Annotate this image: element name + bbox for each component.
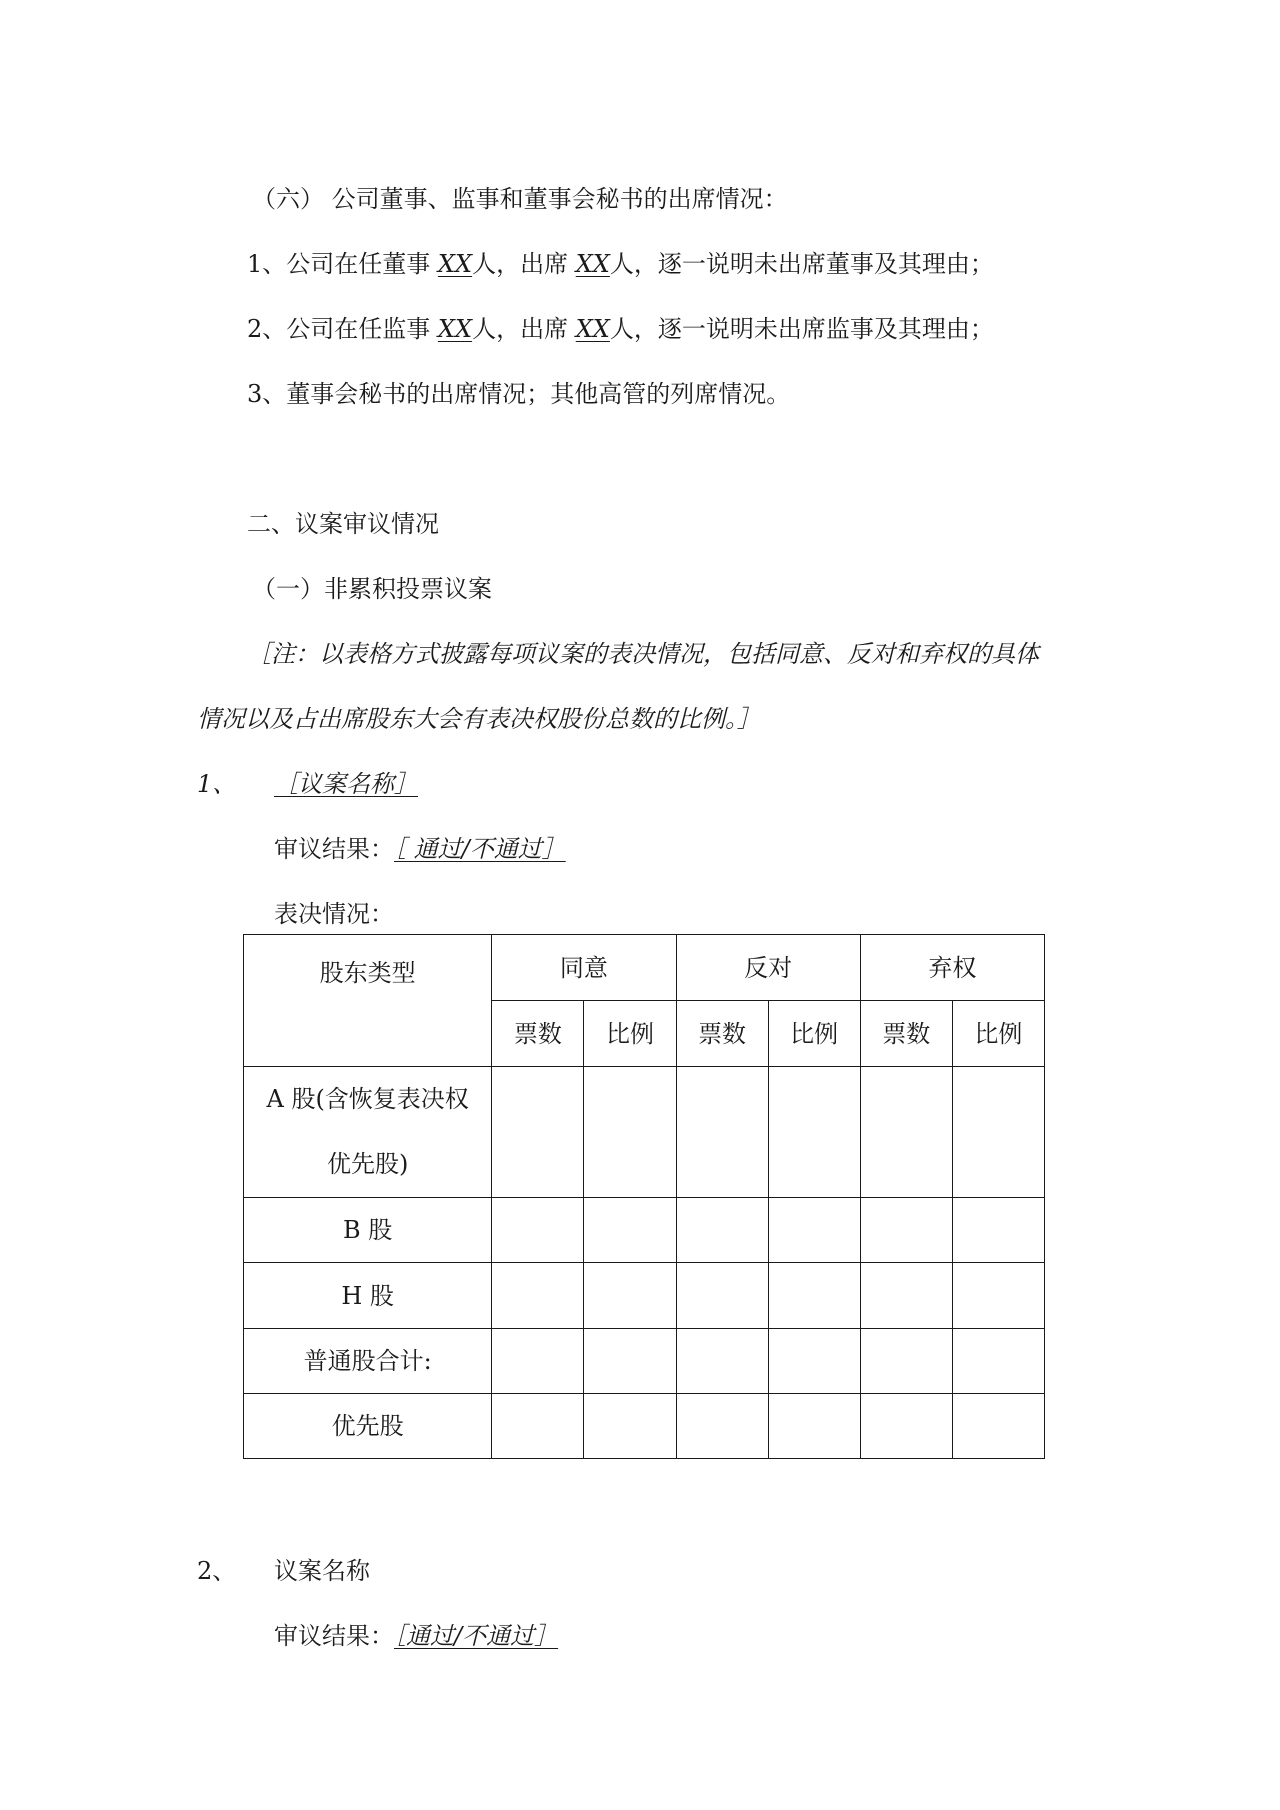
row-label-preferred: 优先股 xyxy=(244,1394,492,1459)
result-label: 审议结果： xyxy=(274,1622,394,1650)
table-cell xyxy=(676,1067,768,1198)
table-cell xyxy=(492,1263,584,1329)
table-cell xyxy=(676,1263,768,1329)
section-heading-attendance: （六） 公司董事、监事和董事会秘书的出席情况： xyxy=(252,185,788,213)
table-row xyxy=(244,1263,1045,1329)
secretary-attendance-item: 3、董事会秘书的出席情况；其他高管的列席情况。 xyxy=(247,380,791,408)
header-oppose: 反对 xyxy=(676,935,860,1001)
subheader-ratio: 比例 xyxy=(768,1001,860,1067)
subheader-votes: 票数 xyxy=(676,1001,768,1067)
directors-present-count: XX xyxy=(575,250,610,278)
subheader-votes: 票数 xyxy=(492,1001,584,1067)
subheader-votes: 票数 xyxy=(860,1001,952,1067)
result-value: ［通过/不通过］ xyxy=(394,1622,559,1650)
item-text-mid: 人，出席 xyxy=(472,250,576,278)
table-cell xyxy=(952,1067,1044,1198)
table-cell xyxy=(768,1329,860,1394)
row-label-h-shares: H 股 xyxy=(244,1263,492,1329)
table-cell xyxy=(768,1067,860,1198)
table-row xyxy=(244,1198,1045,1263)
table-row xyxy=(244,1394,1045,1459)
item-text-suffix: 人，逐一说明未出席董事及其理由； xyxy=(609,250,994,278)
header-abstain: 弃权 xyxy=(860,935,1044,1001)
table-cell xyxy=(860,1067,952,1198)
table-cell xyxy=(584,1263,676,1329)
table-cell xyxy=(584,1198,676,1263)
table-row xyxy=(244,1329,1045,1394)
row-label-common-total: 普通股合计: xyxy=(244,1329,492,1394)
item-text-prefix: 2、公司在任监事 xyxy=(247,315,438,343)
note-line-1: ［注：以表格方式披露每项议案的表决情况，包括同意、反对和弃权的具体 xyxy=(247,640,1039,668)
item-text-suffix: 人，逐一说明未出席监事及其理由； xyxy=(609,315,994,343)
table-cell xyxy=(768,1394,860,1459)
proposal-1-result xyxy=(274,833,566,865)
table-cell xyxy=(584,1067,676,1198)
table-cell xyxy=(952,1263,1044,1329)
note-line-2: 情况以及占出席股东大会有表决权股份总数的比例。］ xyxy=(197,705,761,733)
directors-in-office-count: XX xyxy=(437,250,473,278)
table-cell xyxy=(676,1198,768,1263)
section-heading-proposals: 二、议案审议情况 xyxy=(247,510,439,538)
row-label-line-2: 优先股) xyxy=(326,1150,409,1178)
proposal-1-number: 1、 xyxy=(197,770,237,798)
row-label-a-shares xyxy=(244,1067,492,1198)
table-cell xyxy=(492,1329,584,1394)
table-cell xyxy=(584,1329,676,1394)
table-cell xyxy=(492,1198,584,1263)
table-cell xyxy=(860,1263,952,1329)
table-cell xyxy=(768,1198,860,1263)
table-cell xyxy=(492,1394,584,1459)
item-text-prefix: 1、公司在任董事 xyxy=(247,250,438,278)
table-row xyxy=(244,1067,1045,1198)
table-header-row xyxy=(244,935,1045,1001)
table-cell xyxy=(952,1329,1044,1394)
supervisor-attendance-item xyxy=(247,313,994,345)
table-cell xyxy=(676,1394,768,1459)
table-cell xyxy=(952,1394,1044,1459)
table-cell xyxy=(676,1329,768,1394)
supervisors-present-count: XX xyxy=(575,315,610,343)
row-label-b-shares: B 股 xyxy=(244,1198,492,1263)
subsection-heading-noncumulative: （一）非累积投票议案 xyxy=(252,575,492,603)
subheader-ratio: 比例 xyxy=(952,1001,1044,1067)
header-agree: 同意 xyxy=(492,935,676,1001)
vote-table xyxy=(243,934,1045,1459)
header-shareholder-type: 股东类型 xyxy=(244,935,492,1067)
proposal-2-number: 2、 xyxy=(197,1557,237,1585)
table-cell xyxy=(860,1329,952,1394)
table-cell xyxy=(952,1198,1044,1263)
proposal-2-name: 议案名称 xyxy=(274,1557,370,1585)
vote-label: 表决情况： xyxy=(274,900,394,928)
subheader-ratio: 比例 xyxy=(584,1001,676,1067)
result-value: ［ 通过/不通过］ xyxy=(394,835,566,863)
proposal-1-name: ［议案名称］ xyxy=(274,770,418,798)
table-cell xyxy=(584,1394,676,1459)
row-label-line-1: A 股(含恢复表决权 xyxy=(266,1085,469,1113)
table-cell xyxy=(860,1394,952,1459)
item-text-mid: 人，出席 xyxy=(472,315,576,343)
result-label: 审议结果： xyxy=(274,835,394,863)
table-cell xyxy=(768,1263,860,1329)
supervisors-in-office-count: XX xyxy=(437,315,473,343)
proposal-2-result xyxy=(274,1620,558,1652)
table-cell xyxy=(492,1067,584,1198)
director-attendance-item xyxy=(247,248,994,280)
table-cell xyxy=(860,1198,952,1263)
